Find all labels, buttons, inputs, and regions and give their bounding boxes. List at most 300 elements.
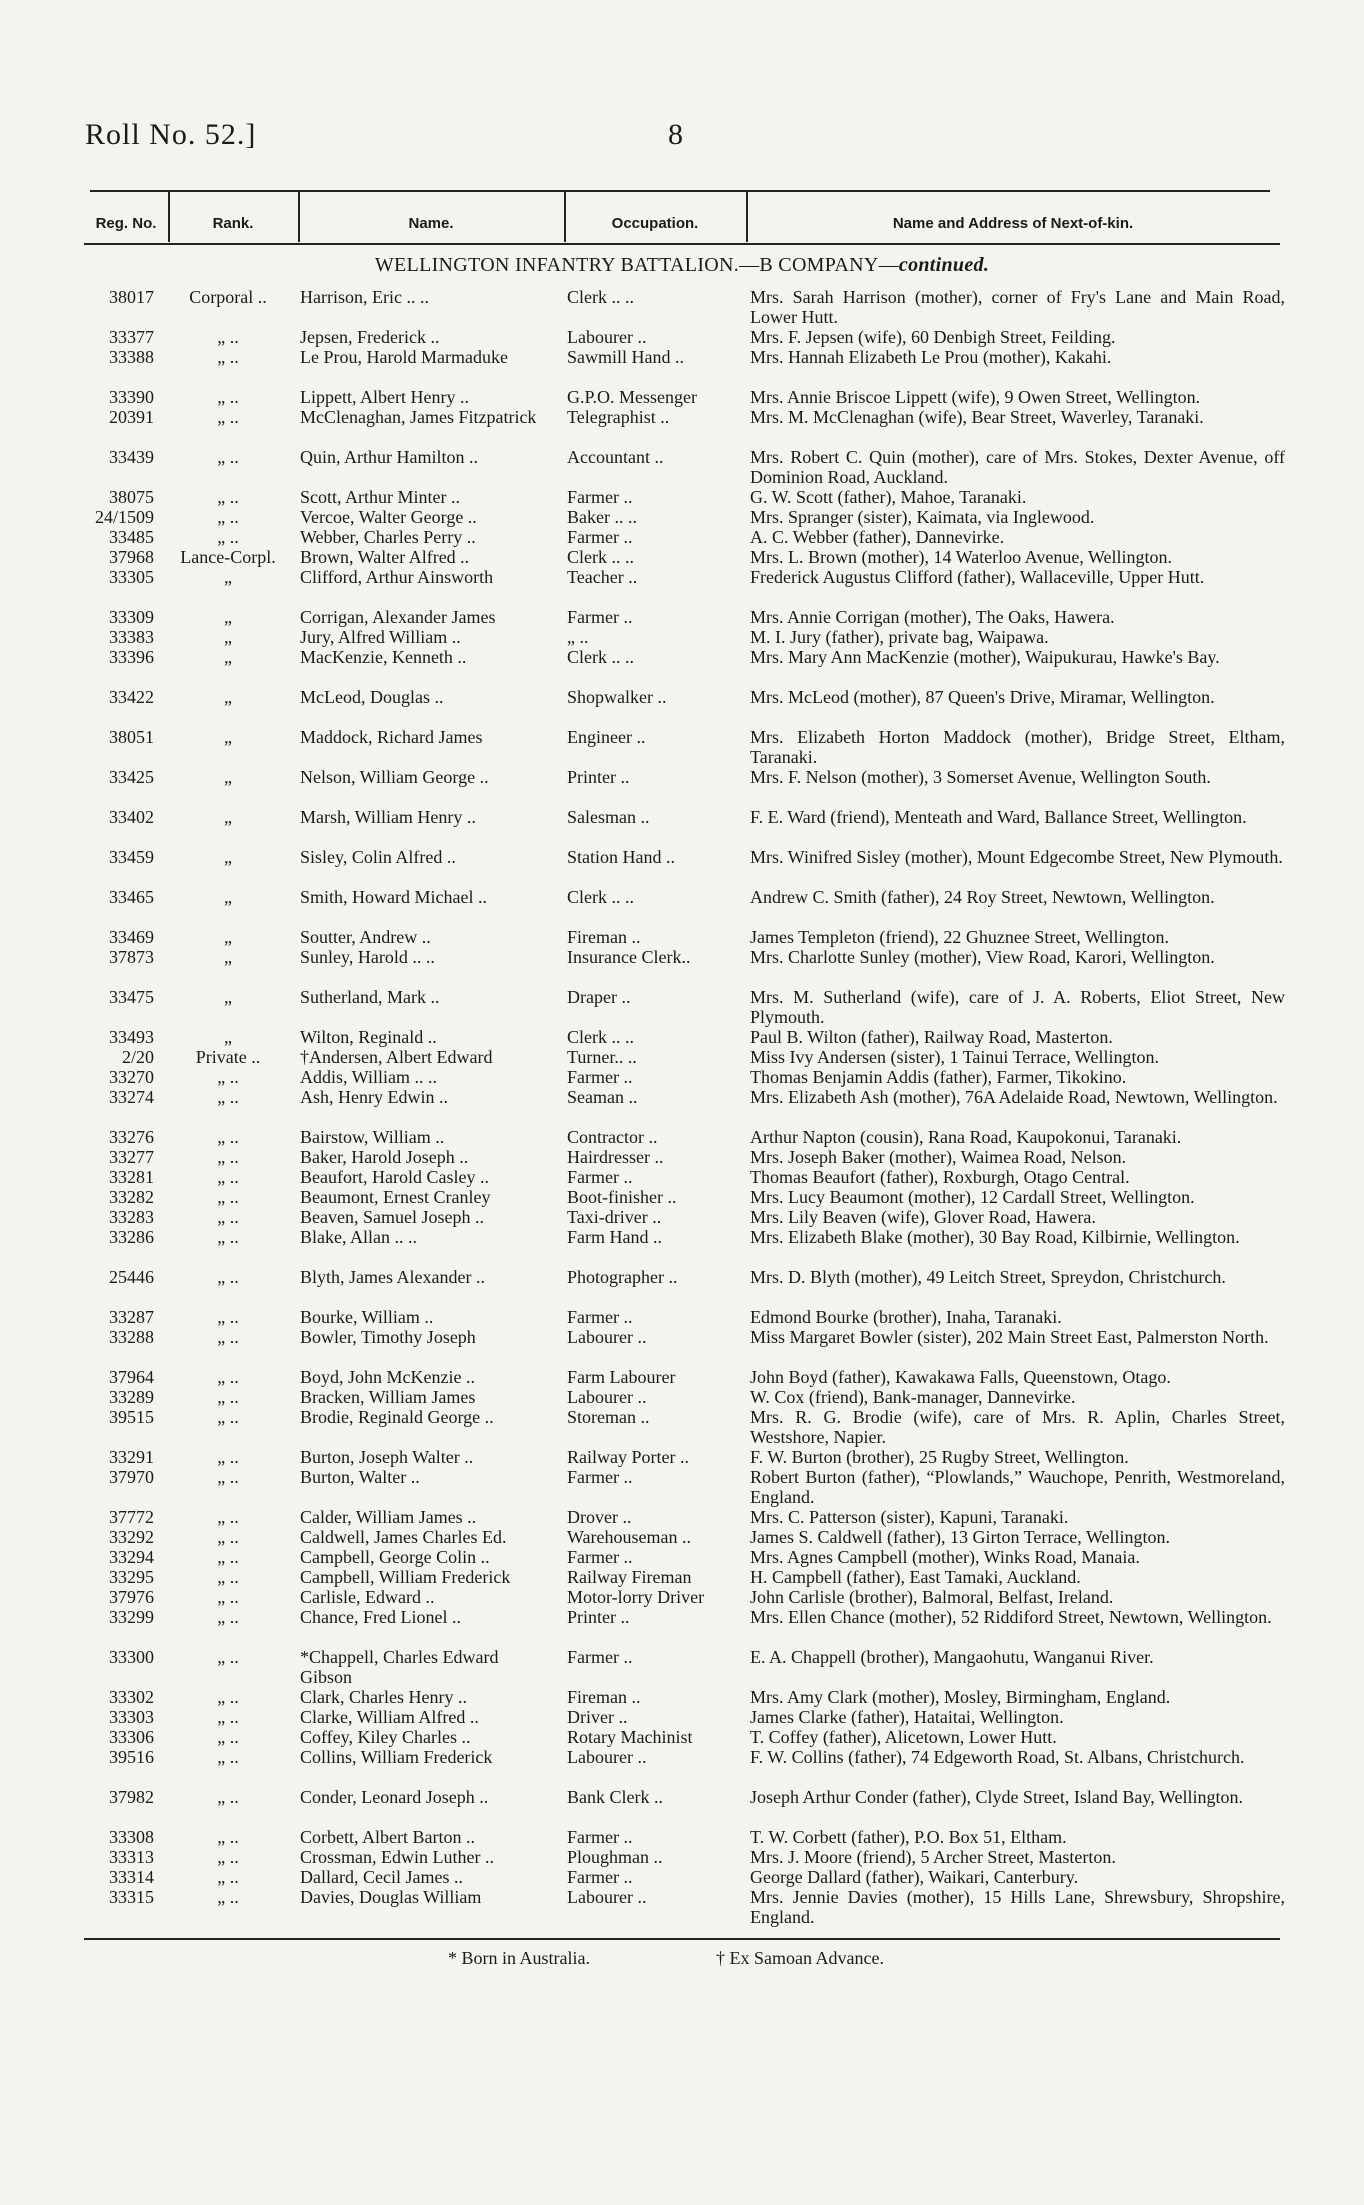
rank-cell: „ .. (217, 1847, 239, 1867)
reg-no-cell: 33314 (109, 1867, 154, 1887)
table-row (0, 547, 1364, 567)
name-cell: Conder, Leonard Joseph .. (300, 1787, 489, 1807)
occupation-cell: Railway Fireman (567, 1567, 692, 1587)
name-cell: Smith, Howard Michael .. (300, 887, 487, 907)
occupation-cell: Labourer .. (567, 327, 647, 347)
rank-cell: „ .. (217, 1367, 239, 1387)
occupation-cell: Baker .. .. (567, 507, 637, 527)
rank-cell: Corporal .. (189, 287, 267, 307)
rank-cell: „ (224, 687, 232, 707)
reg-no-cell: 37873 (109, 947, 154, 967)
table-row (0, 287, 1364, 327)
occupation-cell: Farm Labourer (567, 1367, 676, 1387)
reg-no-cell: 39515 (109, 1407, 154, 1427)
table-row (0, 327, 1364, 347)
name-cell: Wilton, Reginald .. (300, 1027, 437, 1047)
table-row (0, 1727, 1364, 1747)
occupation-cell: Engineer .. (567, 727, 646, 747)
reg-no-cell: 33309 (109, 607, 154, 627)
next-of-kin-cell: A. C. Webber (father), Dannevirke. (750, 527, 1005, 547)
name-cell: Maddock, Richard James (300, 727, 483, 747)
occupation-cell: Boot-finisher .. (567, 1187, 677, 1207)
rank-cell: „ .. (217, 1887, 239, 1907)
reg-no-cell: 33402 (109, 807, 154, 827)
next-of-kin-cell: Arthur Napton (cousin), Rana Road, Kaupokonui, Taranaki. (750, 1127, 1182, 1147)
reg-no-cell: 33288 (109, 1327, 154, 1347)
name-cell: Sunley, Harold .. .. (300, 947, 435, 967)
rank-cell: „ .. (217, 407, 239, 427)
col-header-occupation: Occupation. (611, 214, 699, 232)
rank-cell: „ (224, 607, 232, 627)
rank-cell: „ .. (217, 1187, 239, 1207)
reg-no-cell: 33439 (109, 447, 154, 467)
next-of-kin-cell: Joseph Arthur Conder (father), Clyde Street, Island Bay, Wellington. (750, 1787, 1243, 1807)
reg-no-cell: 33303 (109, 1707, 154, 1727)
rank-cell: „ (224, 627, 232, 647)
name-cell: Clifford, Arthur Ainsworth (300, 567, 494, 587)
reg-no-cell: 33302 (109, 1687, 154, 1707)
name-cell: Soutter, Andrew .. (300, 927, 431, 947)
reg-no-cell: 33283 (109, 1207, 154, 1227)
rank-cell: „ (224, 887, 232, 907)
rank-cell: „ .. (217, 1087, 239, 1107)
rank-cell: „ (224, 767, 232, 787)
name-cell: Sisley, Colin Alfred .. (300, 847, 456, 867)
name-cell: Bracken, William James (300, 1387, 476, 1407)
reg-no-cell: 38017 (109, 287, 154, 307)
name-cell: Jepsen, Frederick .. (300, 327, 440, 347)
reg-no-cell: 33276 (109, 1127, 154, 1147)
table-row (0, 1087, 1364, 1127)
table-row (0, 1467, 1364, 1507)
rank-cell: „ .. (217, 1147, 239, 1167)
reg-no-cell: 37968 (109, 547, 154, 567)
table-row (0, 1267, 1364, 1307)
table-row (0, 1127, 1364, 1147)
footnote-born-australia: * Born in Australia. (448, 1948, 590, 1968)
reg-no-cell: 33294 (109, 1547, 154, 1567)
next-of-kin-cell: James Clarke (father), Hataitai, Wellington. (750, 1707, 1064, 1727)
occupation-cell: Farmer .. (567, 1867, 633, 1887)
reg-no-cell: 33388 (109, 347, 154, 367)
table-row (0, 1647, 1364, 1687)
occupation-cell: Farmer .. (567, 527, 633, 547)
occupation-cell: Teacher .. (567, 567, 638, 587)
rank-cell: „ .. (217, 1407, 239, 1427)
reg-no-cell: 33270 (109, 1067, 154, 1087)
reg-no-cell: 33277 (109, 1147, 154, 1167)
next-of-kin-cell: Mrs. Charlotte Sunley (mother), View Road, Karori, Wellington. (750, 947, 1215, 967)
reg-no-cell: 33291 (109, 1447, 154, 1467)
rank-cell: „ .. (217, 1167, 239, 1187)
table-row (0, 347, 1364, 387)
table-row (0, 1747, 1364, 1787)
name-cell: Corbett, Albert Barton .. (300, 1827, 475, 1847)
next-of-kin-cell: F. W. Collins (father), 74 Edgeworth Road, St. Albans, Christchurch. (750, 1747, 1245, 1767)
occupation-cell: Drover .. (567, 1507, 632, 1527)
next-of-kin-cell: Mrs. Lucy Beaumont (mother), 12 Cardall Street, Wellington. (750, 1187, 1195, 1207)
table-row (0, 487, 1364, 507)
reg-no-cell: 2/20 (121, 1047, 154, 1067)
name-cell: Campbell, William Frederick (300, 1567, 511, 1587)
reg-no-cell: 37970 (109, 1467, 154, 1487)
occupation-cell: Photographer .. (567, 1267, 678, 1287)
table-row (0, 1567, 1364, 1587)
occupation-cell: Farmer .. (567, 607, 633, 627)
reg-no-cell: 33390 (109, 387, 154, 407)
table-row (0, 1067, 1364, 1087)
occupation-cell: Farmer .. (567, 487, 633, 507)
name-cell: Collins, William Frederick (300, 1747, 493, 1767)
next-of-kin-cell: Mrs. F. Nelson (mother), 3 Somerset Avenue, Wellington South. (750, 767, 1211, 787)
rank-cell: „ (224, 947, 232, 967)
table-row (0, 1827, 1364, 1847)
occupation-cell: Warehouseman .. (567, 1527, 692, 1547)
table-row (0, 407, 1364, 447)
table-row (0, 1527, 1364, 1547)
rank-cell: „ .. (217, 1787, 239, 1807)
reg-no-cell: 24/1509 (94, 507, 154, 527)
occupation-cell: Clerk .. .. (567, 547, 634, 567)
reg-no-cell: 33308 (109, 1827, 154, 1847)
occupation-cell: Motor-lorry Driver (567, 1587, 705, 1607)
section-title (0, 254, 1364, 277)
table-row (0, 947, 1364, 987)
next-of-kin-cell: Mrs. Annie Briscoe Lippett (wife), 9 Owen Street, Wellington. (750, 387, 1201, 407)
name-cell: Crossman, Edwin Luther .. (300, 1847, 494, 1867)
name-cell: Vercoe, Walter George .. (300, 507, 477, 527)
next-of-kin-cell: Edmond Bourke (brother), Inaha, Taranaki. (750, 1307, 1062, 1327)
reg-no-cell: 33300 (109, 1647, 154, 1667)
rank-cell: „ .. (217, 1307, 239, 1327)
reg-no-cell: 33282 (109, 1187, 154, 1207)
name-cell: McClenaghan, James Fitzpatrick (300, 407, 537, 427)
reg-no-cell: 33377 (109, 327, 154, 347)
rank-cell: „ .. (217, 347, 239, 367)
section-title-text: WELLINGTON INFANTRY BATTALION.—B COMPANY— (374, 254, 899, 276)
next-of-kin-cell: Mrs. Elizabeth Ash (mother), 76A Adelaide Road, Newtown, Wellington. (750, 1087, 1278, 1107)
reg-no-cell: 33475 (109, 987, 154, 1007)
occupation-cell: Station Hand .. (567, 847, 675, 867)
rank-cell: „ .. (217, 527, 239, 547)
reg-no-cell: 20391 (109, 407, 154, 427)
occupation-cell: Farmer .. (567, 1167, 633, 1187)
table-row (0, 1327, 1364, 1367)
next-of-kin-cell: James S. Caldwell (father), 13 Girton Terrace, Wellington. (750, 1527, 1171, 1547)
table-row (0, 507, 1364, 527)
table-row (0, 1147, 1364, 1167)
rank-cell: „ .. (217, 1067, 239, 1087)
reg-no-cell: 33295 (109, 1567, 154, 1587)
table-row (0, 607, 1364, 627)
next-of-kin-cell: Mrs. M. McClenaghan (wife), Bear Street, Waverley, Taranaki. (750, 407, 1204, 427)
occupation-cell: Rotary Machinist (567, 1727, 693, 1747)
table-row (0, 1507, 1364, 1527)
rank-cell: „ .. (217, 1227, 239, 1247)
name-cell: Harrison, Eric .. .. (300, 287, 429, 307)
occupation-cell: Printer .. (567, 767, 630, 787)
name-cell: Davies, Douglas William (300, 1887, 482, 1907)
next-of-kin-cell: F. W. Burton (brother), 25 Rugby Street, Wellington. (750, 1447, 1129, 1467)
table-row (0, 847, 1364, 887)
occupation-cell: Taxi-driver .. (567, 1207, 662, 1227)
occupation-cell: G.P.O. Messenger (567, 387, 697, 407)
occupation-cell: Storeman .. (567, 1407, 650, 1427)
reg-no-cell: 33459 (109, 847, 154, 867)
occupation-cell: Farm Hand .. (567, 1227, 662, 1247)
rank-cell: „ .. (217, 327, 239, 347)
rank-cell: „ (224, 727, 232, 747)
next-of-kin-cell: Mrs. Jennie Davies (mother), 15 Hills Lane, Shrewsbury, Shropshire, England. (750, 1887, 1285, 1927)
occupation-cell: Fireman .. (567, 1687, 641, 1707)
name-cell: Boyd, John McKenzie .. (300, 1367, 475, 1387)
rank-cell: „ .. (217, 1547, 239, 1567)
name-cell: Clarke, William Alfred .. (300, 1707, 479, 1727)
rank-cell: „ .. (217, 1727, 239, 1747)
occupation-cell: Clerk .. .. (567, 1027, 634, 1047)
occupation-cell: Farmer .. (567, 1547, 633, 1567)
roll-table (0, 287, 1364, 1927)
col-header-reg: Reg. No. (95, 214, 157, 232)
name-cell: Calder, William James .. (300, 1507, 477, 1527)
name-cell: Brown, Walter Alfred .. (300, 547, 470, 567)
rank-cell: Lance-Corpl. (180, 547, 276, 567)
rank-cell: „ .. (217, 1327, 239, 1347)
name-cell: Clark, Charles Henry .. (300, 1687, 467, 1707)
next-of-kin-cell: G. W. Scott (father), Mahoe, Taranaki. (750, 487, 1027, 507)
reg-no-cell: 37982 (109, 1787, 154, 1807)
reg-no-cell: 33289 (109, 1387, 154, 1407)
name-cell: Beaufort, Harold Casley .. (300, 1167, 489, 1187)
reg-no-cell: 37772 (109, 1507, 154, 1527)
next-of-kin-cell: Mrs. Elizabeth Blake (mother), 30 Bay Road, Kilbirnie, Wellington. (750, 1227, 1240, 1247)
name-cell: Burton, Walter .. (300, 1467, 420, 1487)
name-cell: Bowler, Timothy Joseph (300, 1327, 476, 1347)
name-cell: Quin, Arthur Hamilton .. (300, 447, 478, 467)
next-of-kin-cell: Mrs. Joseph Baker (mother), Waimea Road, Nelson. (750, 1147, 1127, 1167)
next-of-kin-cell: Miss Ivy Andersen (sister), 1 Tainui Terrace, Wellington. (750, 1047, 1159, 1067)
table-row (0, 1787, 1364, 1827)
next-of-kin-cell: Mrs. F. Jepsen (wife), 60 Denbigh Street, Feilding. (750, 327, 1116, 347)
reg-no-cell: 33286 (109, 1227, 154, 1247)
occupation-cell: Sawmill Hand .. (567, 347, 684, 367)
occupation-cell: Printer .. (567, 1607, 630, 1627)
rank-cell: „ .. (217, 1647, 239, 1667)
reg-no-cell: 25446 (109, 1267, 154, 1287)
next-of-kin-cell: Mrs. Ellen Chance (mother), 52 Riddiford Street, Newtown, Wellington. (750, 1607, 1272, 1627)
reg-no-cell: 39516 (109, 1747, 154, 1767)
table-row (0, 1387, 1364, 1407)
name-cell: Blyth, James Alexander .. (300, 1267, 485, 1287)
table-row (0, 1687, 1364, 1707)
table-row (0, 527, 1364, 547)
occupation-cell: Labourer .. (567, 1327, 647, 1347)
table-row (0, 1407, 1364, 1447)
table-row (0, 1587, 1364, 1607)
table-row (0, 647, 1364, 687)
footer-rule (84, 1938, 1280, 1940)
occupation-cell: Contractor .. (567, 1127, 658, 1147)
occupation-cell: Railway Porter .. (567, 1447, 689, 1467)
next-of-kin-cell: Paul B. Wilton (father), Railway Road, Masterton. (750, 1027, 1113, 1047)
occupation-cell: Fireman .. (567, 927, 641, 947)
rank-cell: „ .. (217, 1687, 239, 1707)
name-cell: Carlisle, Edward .. (300, 1587, 435, 1607)
table-row (0, 687, 1364, 727)
page-header (0, 118, 1364, 158)
rank-cell: „ (224, 927, 232, 947)
reg-no-cell: 33485 (109, 527, 154, 547)
occupation-cell: Labourer .. (567, 1747, 647, 1767)
name-cell: Chance, Fred Lionel .. (300, 1607, 461, 1627)
occupation-cell: Labourer .. (567, 1387, 647, 1407)
table-row (0, 1447, 1364, 1467)
next-of-kin-cell: Mrs. Robert C. Quin (mother), care of Mrs. Stokes, Dexter Avenue, off Dominion Road, Auckland. (750, 447, 1285, 487)
rank-cell: „ .. (217, 447, 239, 467)
next-of-kin-cell: Mrs. Spranger (sister), Kaimata, via Inglewood. (750, 507, 1095, 527)
rank-cell: „ .. (217, 1567, 239, 1587)
name-cell: Dallard, Cecil James .. (300, 1867, 463, 1887)
reg-no-cell: 33315 (109, 1887, 154, 1907)
reg-no-cell: 33465 (109, 887, 154, 907)
name-cell: Beaumont, Ernest Cranley (300, 1187, 491, 1207)
table-row (0, 1027, 1364, 1047)
rank-cell: „ .. (217, 1827, 239, 1847)
table-row (0, 1207, 1364, 1227)
next-of-kin-cell: H. Campbell (father), East Tamaki, Auckland. (750, 1567, 1081, 1587)
reg-no-cell: 33287 (109, 1307, 154, 1327)
next-of-kin-cell: John Carlisle (brother), Balmoral, Belfast, Ireland. (750, 1587, 1114, 1607)
name-cell: Lippett, Albert Henry .. (300, 387, 469, 407)
occupation-cell: Driver .. (567, 1707, 628, 1727)
occupation-cell: Clerk .. .. (567, 887, 634, 907)
name-cell: Beaven, Samuel Joseph .. (300, 1207, 484, 1227)
next-of-kin-cell: Andrew C. Smith (father), 24 Roy Street, Newtown, Wellington. (750, 887, 1215, 907)
next-of-kin-cell: Robert Burton (father), “Plowlands,” Wauchope, Penrith, Westmoreland, England. (750, 1467, 1285, 1507)
reg-no-cell: 33469 (109, 927, 154, 947)
occupation-cell: Ploughman .. (567, 1847, 663, 1867)
rank-cell: „ (224, 987, 232, 1007)
next-of-kin-cell: John Boyd (father), Kawakawa Falls, Queenstown, Otago. (750, 1367, 1171, 1387)
occupation-cell: Shopwalker .. (567, 687, 667, 707)
rank-cell: „ (224, 647, 232, 667)
name-cell: Addis, William .. .. (300, 1067, 437, 1087)
occupation-cell: Insurance Clerk.. (567, 947, 691, 967)
rank-cell: „ .. (217, 507, 239, 527)
next-of-kin-cell: F. E. Ward (friend), Menteath and Ward, Ballance Street, Wellington. (750, 807, 1247, 827)
table-row (0, 727, 1364, 767)
table-row (0, 927, 1364, 947)
reg-no-cell: 38075 (109, 487, 154, 507)
table-row (0, 1167, 1364, 1187)
rank-cell: „ .. (217, 487, 239, 507)
rank-cell: „ .. (217, 1467, 239, 1487)
reg-no-cell: 33306 (109, 1727, 154, 1747)
table-row (0, 627, 1364, 647)
occupation-cell: Clerk .. .. (567, 287, 634, 307)
next-of-kin-cell: Mrs. R. G. Brodie (wife), care of Mrs. R. Aplin, Charles Street, Westshore, Napier. (750, 1407, 1285, 1447)
rank-cell: „ .. (217, 1267, 239, 1287)
rank-cell: „ .. (217, 1207, 239, 1227)
table-row (0, 1047, 1364, 1067)
reg-no-cell: 33383 (109, 627, 154, 647)
next-of-kin-cell: Thomas Beaufort (father), Roxburgh, Otago Central. (750, 1167, 1130, 1187)
reg-no-cell: 33422 (109, 687, 154, 707)
rank-cell: „ .. (217, 1507, 239, 1527)
next-of-kin-cell: Mrs. Agnes Campbell (mother), Winks Road, Manaia. (750, 1547, 1140, 1567)
reg-no-cell: 38051 (109, 727, 154, 747)
name-cell: Coffey, Kiley Charles .. (300, 1727, 471, 1747)
name-cell: Nelson, William George .. (300, 767, 489, 787)
occupation-cell: Clerk .. .. (567, 647, 634, 667)
rank-cell: „ .. (217, 1607, 239, 1627)
occupation-cell: Farmer .. (567, 1647, 633, 1667)
next-of-kin-cell: T. Coffey (father), Alicetown, Lower Hutt. (750, 1727, 1057, 1747)
reg-no-cell: 33313 (109, 1847, 154, 1867)
occupation-cell: Labourer .. (567, 1887, 647, 1907)
occupation-cell: Farmer .. (567, 1067, 633, 1087)
name-cell: Blake, Allan .. .. (300, 1227, 417, 1247)
rank-cell: „ .. (217, 1707, 239, 1727)
occupation-cell: Salesman .. (567, 807, 650, 827)
reg-no-cell: 33305 (109, 567, 154, 587)
rank-cell: „ (224, 807, 232, 827)
next-of-kin-cell: Frederick Augustus Clifford (father), Wallaceville, Upper Hutt. (750, 567, 1205, 587)
table-row (0, 807, 1364, 847)
occupation-cell: Telegraphist .. (567, 407, 670, 427)
reg-no-cell: 33299 (109, 1607, 154, 1627)
table-row (0, 1227, 1364, 1267)
table-row (0, 1847, 1364, 1867)
header-top-rule (90, 190, 1270, 192)
name-cell: Corrigan, Alexander James (300, 607, 496, 627)
table-row (0, 1887, 1364, 1927)
next-of-kin-cell: Mrs. Mary Ann MacKenzie (mother), Waipukurau, Hawke's Bay. (750, 647, 1220, 667)
table-row (0, 1867, 1364, 1887)
rank-cell: „ .. (217, 1127, 239, 1147)
roll-label: Roll No. 52.] (85, 118, 257, 151)
name-cell: *Chappell, Charles Edward Gibson (300, 1647, 499, 1687)
table-row (0, 767, 1364, 807)
name-cell: Bourke, William .. (300, 1307, 434, 1327)
name-cell: Marsh, William Henry .. (300, 807, 476, 827)
next-of-kin-cell: Mrs. Winifred Sisley (mother), Mount Edgecombe Street, New Plymouth. (750, 847, 1283, 867)
rank-cell: „ (224, 847, 232, 867)
reg-no-cell: 37964 (109, 1367, 154, 1387)
name-cell: Brodie, Reginald George .. (300, 1407, 494, 1427)
occupation-cell: Seaman .. (567, 1087, 638, 1107)
rank-cell: „ .. (217, 1527, 239, 1547)
next-of-kin-cell: Thomas Benjamin Addis (father), Farmer, Tikokino. (750, 1067, 1127, 1087)
name-cell: Ash, Henry Edwin .. (300, 1087, 448, 1107)
rank-cell: „ .. (217, 1387, 239, 1407)
occupation-cell: Turner.. .. (567, 1047, 637, 1067)
reg-no-cell: 33274 (109, 1087, 154, 1107)
rank-cell: „ (224, 567, 232, 587)
occupation-cell: Accountant .. (567, 447, 664, 467)
occupation-cell: Farmer .. (567, 1827, 633, 1847)
next-of-kin-cell: W. Cox (friend), Bank-manager, Dannevirke. (750, 1387, 1076, 1407)
col-header-next-of-kin: Name and Address of Next-of-kin. (892, 214, 1134, 232)
rank-cell: „ .. (217, 1867, 239, 1887)
next-of-kin-cell: Mrs. Lily Beaven (wife), Glover Road, Hawera. (750, 1207, 1096, 1227)
table-row (0, 1367, 1364, 1387)
next-of-kin-cell: Mrs. C. Patterson (sister), Kapuni, Taranaki. (750, 1507, 1069, 1527)
next-of-kin-cell: Mrs. Amy Clark (mother), Mosley, Birmingham, England. (750, 1687, 1171, 1707)
next-of-kin-cell: Mrs. Hannah Elizabeth Le Prou (mother), Kakahi. (750, 347, 1112, 367)
name-cell: Baker, Harold Joseph .. (300, 1147, 469, 1167)
occupation-cell: Farmer .. (567, 1467, 633, 1487)
